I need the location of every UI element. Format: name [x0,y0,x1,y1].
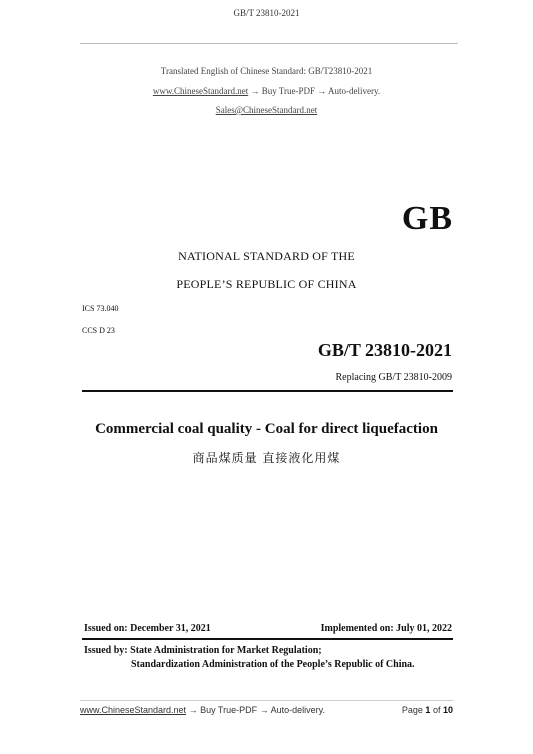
ics-code: ICS 73.040 [82,304,119,313]
site-link[interactable]: www.ChineseStandard.net [152,86,249,96]
national-standard-line1: NATIONAL STANDARD OF THE [178,249,355,263]
footer-purchase [80,705,325,715]
email-line [0,105,533,115]
national-standard-line2: PEOPLE’S REPUBLIC OF CHINA [176,277,357,291]
footer-site-link[interactable]: www.ChineseStandard.net [80,705,187,715]
translation-note: Translated English of Chinese Standard: GB/T23810-2021 [160,66,373,76]
title-divider [82,390,453,392]
english-title: Commercial coal quality - Coal for direct liquefaction [95,421,438,437]
page-indicator [402,705,453,715]
dates-divider [82,638,453,640]
running-header: GB/T 23810-2021 [233,8,300,18]
page-total: 10 [442,705,453,715]
email-link[interactable]: Sales@ChineseStandard.net [215,105,318,115]
header-divider [80,43,458,44]
issued-date: Issued on: December 31, 2021 [84,623,211,634]
page-current: 1 [425,705,431,715]
footer-divider [80,700,453,701]
purchase-line [0,86,533,96]
standard-number: GB/T 23810-2021 [317,340,452,360]
purchase-text: → Buy True-PDF → Auto-delivery. [248,86,381,96]
issued-by-line2: Standardization Administration of the People’s Republic of China. [131,659,415,670]
replacing-note: Replacing GB/T 23810-2009 [335,372,452,383]
implemented-date: Implemented on: July 01, 2022 [320,623,452,634]
page-label: Page [401,705,423,715]
footer-purchase-text: → Buy True-PDF → Auto-delivery. [186,705,325,715]
issued-by-line1: Issued by: State Administration for Market Regulation; [84,645,322,656]
page-of: of [432,705,441,715]
gb-logo: GB [401,200,453,237]
ccs-code: CCS D 23 [82,326,115,335]
chinese-title: 商品煤质量 直接液化用煤 [192,451,341,465]
